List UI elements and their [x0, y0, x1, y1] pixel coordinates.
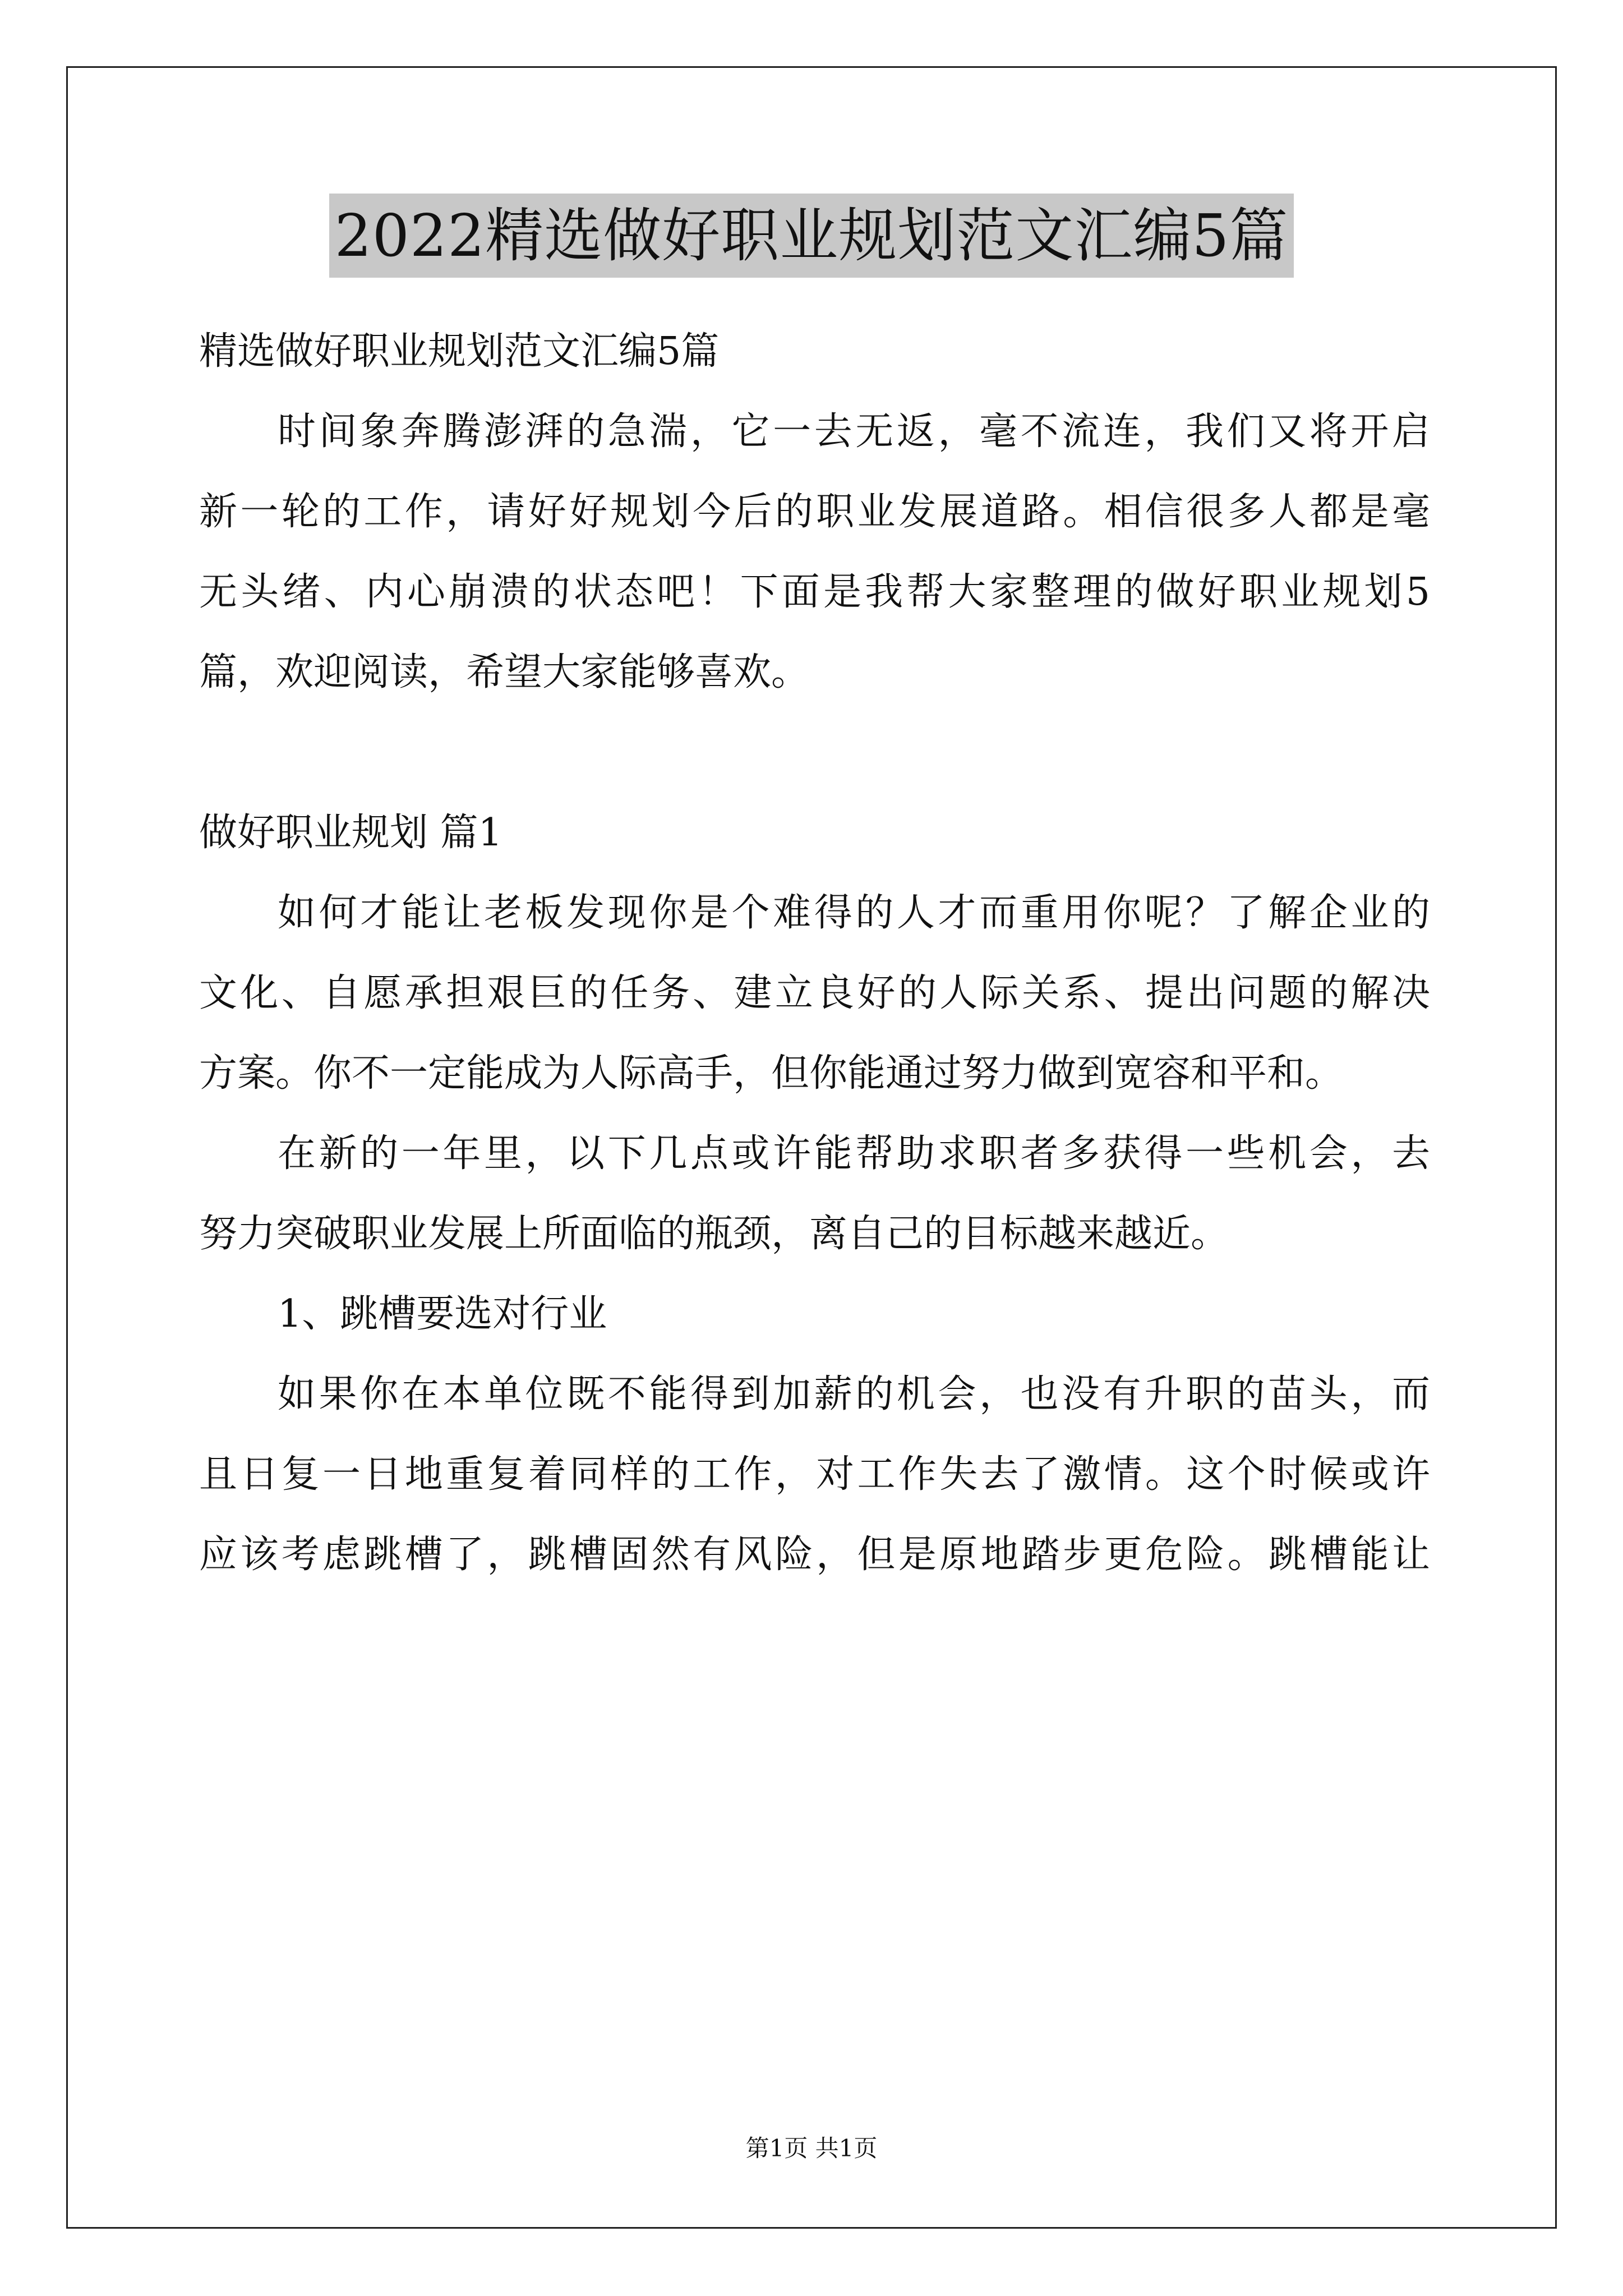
- para2-line-2: 努力突破职业发展上所面临的瓶颈，离自己的目标越来越近。: [199, 1212, 1229, 1256]
- section-heading: 做好职业规划 篇1: [199, 811, 502, 855]
- document-title: 2022精选做好职业规划范文汇编5篇: [329, 194, 1294, 278]
- page-number: 第1页 共1页: [745, 2134, 878, 2162]
- para1-line-3: 方案。你不一定能成为人际高手，但你能通过努力做到宽容和平和。: [199, 1051, 1344, 1096]
- spacer: [199, 712, 1430, 793]
- para3-line-3: 应该考虑跳槽了，跳槽固然有风险，但是原地踏步更危险。跳槽能让: [199, 1533, 1430, 1577]
- subtitle: 精选做好职业规划范文汇编5篇: [199, 329, 720, 374]
- para1-line-2: 文化、自愿承担艰巨的任务、建立良好的人际关系、提出问题的解决: [199, 971, 1430, 1015]
- intro-line-3: 无头绪、内心崩溃的状态吧！下面是我帮大家整理的做好职业规划5: [199, 570, 1430, 614]
- document-body: [199, 311, 1430, 1595]
- title-container: [0, 194, 1623, 278]
- intro-line-2: 新一轮的工作，请好好规划今后的职业发展道路。相信很多人都是毫: [199, 490, 1430, 534]
- para2-line-1: 在新的一年里，以下几点或许能帮助求职者多获得一些机会，去: [278, 1131, 1430, 1176]
- intro-line-1: 时间象奔腾澎湃的急湍，它一去无返，毫不流连，我们又将开启: [278, 409, 1430, 454]
- para3-line-1: 如果你在本单位既不能得到加薪的机会，也没有升职的苗头，而: [278, 1372, 1430, 1416]
- page-footer: [0, 2132, 1623, 2165]
- intro-line-4: 篇，欢迎阅读，希望大家能够喜欢。: [199, 650, 810, 694]
- para3-line-2: 且日复一日地重复着同样的工作，对工作失去了激情。这个时候或许: [199, 1452, 1430, 1497]
- point1-heading: 1、跳槽要选对行业: [278, 1292, 607, 1336]
- para1-line-1: 如何才能让老板发现你是个难得的人才而重用你呢？了解企业的: [278, 891, 1430, 935]
